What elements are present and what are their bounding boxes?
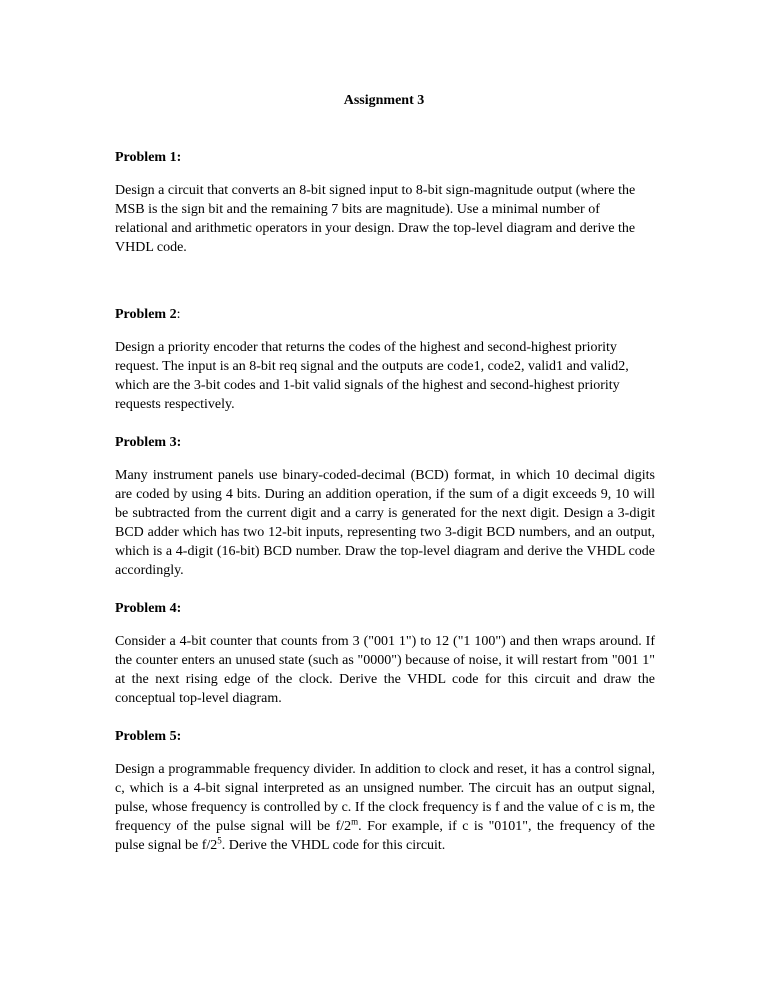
assignment-title: Assignment 3: [343, 93, 425, 108]
problem-3: [115, 433, 655, 580]
problem-5: [115, 727, 655, 855]
problem-1-heading: Problem 1:: [115, 150, 182, 165]
problem-2-heading-label: Problem 2: [115, 307, 177, 322]
problem-5-heading: Problem 5:: [115, 729, 182, 744]
problem-5-text: [115, 760, 655, 855]
problem-5-exponent-m: m: [351, 816, 359, 827]
problem-4-text: Consider a 4-bit counter that counts from 3 ("001 1") to 12 ("1 100") and then wraps around. If the counter enters an unused state (such as "0000") because of noise, it will restart from "001 1" at the next rising edge of the clock. Derive the VHDL code for this circuit and draw the conceptual top-level diagram.: [115, 634, 655, 706]
problem-5-exponent-5: 5: [217, 835, 222, 846]
problem-2-heading: [115, 305, 655, 324]
problem-5-text-part-a: Design a programmable frequency divider. In addition to clock and reset, it has a control signal, c, which is a 4-bit signal interpreted as an unsigned number. The circuit has an output signal, pulse, whose frequency is controlled by c. If the clock frequency is f and the value of c is m, the frequency of the pulse signal will be f/2: [115, 762, 655, 834]
problem-1: [115, 148, 655, 257]
problem-5-text-part-c: . Derive the VHDL code for this circuit.: [221, 838, 446, 853]
problem-2-heading-colon: :: [176, 307, 181, 322]
problem-2: [115, 305, 655, 414]
problems-list: [115, 148, 655, 855]
problem-4: [115, 599, 655, 708]
problem-3-heading: Problem 3:: [115, 435, 182, 450]
problem-4-heading: Problem 4:: [115, 601, 182, 616]
problem-2-text: Design a priority encoder that returns the codes of the highest and second-highest priority request. The input is an 8-bit req signal and the outputs are code1, code2, valid1 and valid2, which are the 3-bit codes and 1-bit valid signals of the highest and second-highest priority requests respectively.: [115, 340, 629, 412]
problem-3-text: Many instrument panels use binary-coded-decimal (BCD) format, in which 10 decimal digits are coded by using 4 bits. During an addition operation, if the sum of a digit exceeds 9, 10 will be subtracted from the current digit and a carry is generated for the next digit. Design a 3-digit BCD adder which has two 12-bit inputs, representing two 3-digit BCD numbers, and an output, which is a 4-digit (16-bit) BCD number. Draw the top-level diagram and derive the VHDL code accordingly.: [115, 468, 655, 578]
problem-5-text-part-b: . For example, if c is "0101", the frequency of the pulse signal be f/2: [115, 819, 655, 853]
problem-1-text: Design a circuit that converts an 8-bit signed input to 8-bit sign-magnitude output (where the MSB is the sign bit and the remaining 7 bits are magnitude). Use a minimal number of relational and arithmetic operators in your design. Draw the top-level diagram and derive the VHDL code.: [115, 183, 636, 255]
